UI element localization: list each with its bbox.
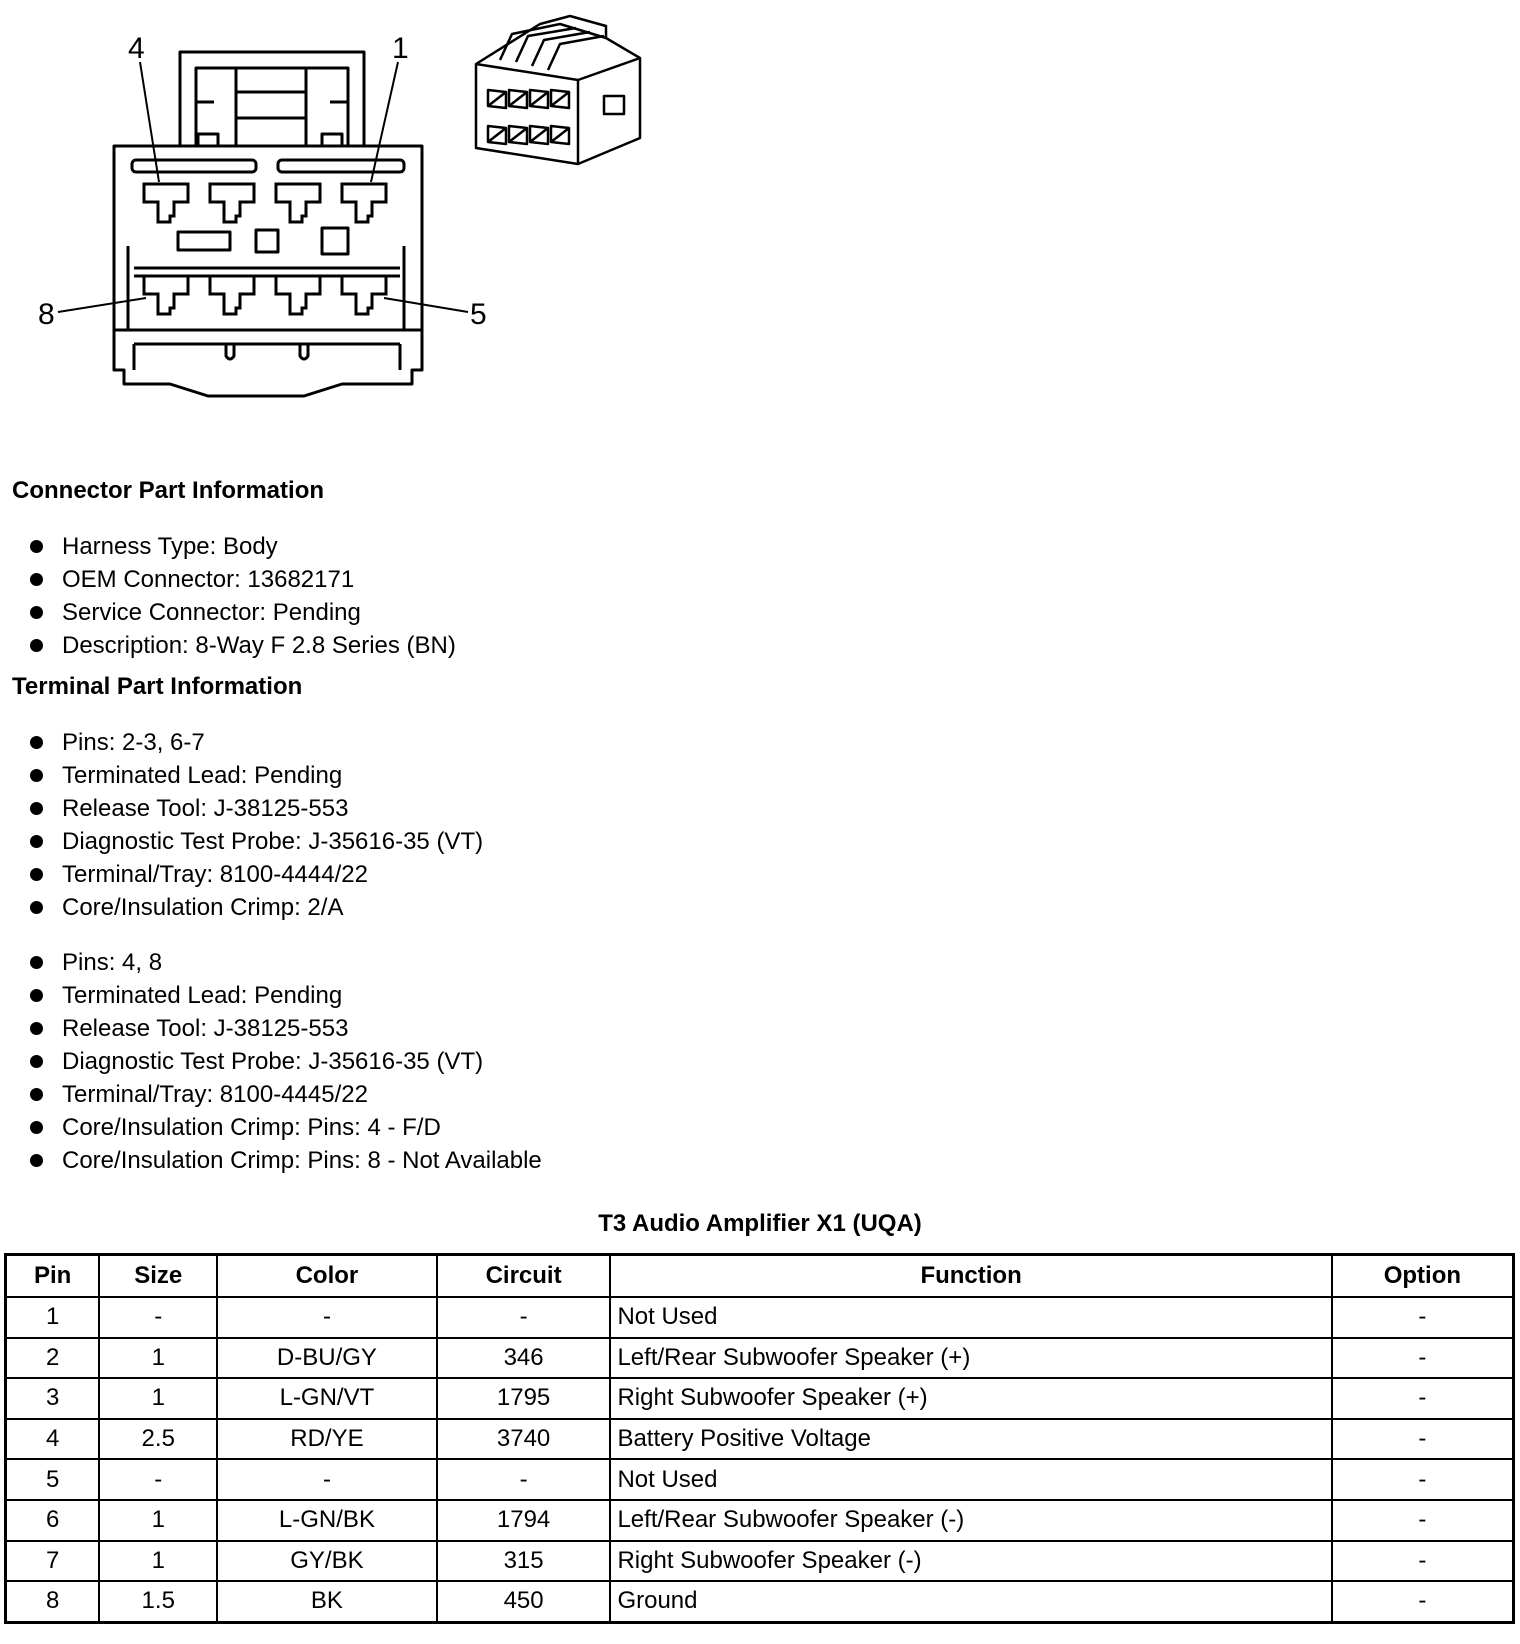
cell-size: - xyxy=(99,1459,217,1500)
list-item: Core/Insulation Crimp: Pins: 4 - F/D xyxy=(30,1111,542,1144)
cell-circuit: - xyxy=(437,1459,611,1500)
terminal-cavity xyxy=(276,276,320,314)
terminal-cell xyxy=(530,126,548,144)
table-header-row xyxy=(6,1255,1514,1298)
cell-function: Battery Positive Voltage xyxy=(610,1419,1331,1460)
cell-pin: 4 xyxy=(6,1419,100,1460)
terminal-cell xyxy=(509,90,527,108)
list-item: Core/Insulation Crimp: 2/A xyxy=(30,891,483,924)
list-item: Diagnostic Test Probe: J-35616-35 (VT) xyxy=(30,825,483,858)
cell-option: - xyxy=(1332,1419,1514,1460)
cell-pin: 3 xyxy=(6,1378,100,1419)
cell-function: Left/Rear Subwoofer Speaker (+) xyxy=(610,1338,1331,1379)
header-color: Color xyxy=(217,1255,437,1298)
pin-label-5: 5 xyxy=(470,298,487,331)
list-item: OEM Connector: 13682171 xyxy=(30,563,456,596)
list-item: Terminated Lead: Pending xyxy=(30,759,483,792)
terminal-cell xyxy=(509,126,527,144)
cell-circuit: 1794 xyxy=(437,1500,611,1541)
cell-circuit: 1795 xyxy=(437,1378,611,1419)
cell-option: - xyxy=(1332,1581,1514,1622)
cell-color: - xyxy=(217,1459,437,1500)
cell-color: L-GN/VT xyxy=(217,1378,437,1419)
table-row xyxy=(6,1419,1514,1460)
cell-function: Left/Rear Subwoofer Speaker (-) xyxy=(610,1500,1331,1541)
list-item: Core/Insulation Crimp: Pins: 8 - Not Available xyxy=(30,1144,542,1177)
list-item: Service Connector: Pending xyxy=(30,596,456,629)
cell-option: - xyxy=(1332,1541,1514,1582)
connector-info-list xyxy=(30,530,456,662)
cell-circuit: - xyxy=(437,1297,611,1338)
table-row xyxy=(6,1541,1514,1582)
cell-option: - xyxy=(1332,1459,1514,1500)
terminal-cavity xyxy=(342,276,386,314)
table-row xyxy=(6,1338,1514,1379)
table-row xyxy=(6,1581,1514,1622)
list-item: Diagnostic Test Probe: J-35616-35 (VT) xyxy=(30,1045,542,1078)
cell-circuit: 3740 xyxy=(437,1419,611,1460)
terminal-cell xyxy=(488,126,506,144)
header-function: Function xyxy=(610,1255,1331,1298)
list-item: Pins: 4, 8 xyxy=(30,946,542,979)
cell-pin: 6 xyxy=(6,1500,100,1541)
list-item: Harness Type: Body xyxy=(30,530,456,563)
pin-label-4: 4 xyxy=(128,32,145,65)
cell-pin: 8 xyxy=(6,1581,100,1622)
table-title: T3 Audio Amplifier X1 (UQA) xyxy=(598,1210,922,1237)
header-circuit: Circuit xyxy=(437,1255,611,1298)
table-row xyxy=(6,1378,1514,1419)
cell-color: GY/BK xyxy=(217,1541,437,1582)
pin-label-1: 1 xyxy=(392,32,409,65)
terminal-cavity xyxy=(144,184,188,222)
terminal-cell xyxy=(551,90,569,108)
cell-pin: 1 xyxy=(6,1297,100,1338)
terminal-cell xyxy=(488,90,506,108)
cell-option: - xyxy=(1332,1378,1514,1419)
cell-size: 1 xyxy=(99,1378,217,1419)
terminal-cavity xyxy=(342,184,386,222)
list-item: Release Tool: J-38125-553 xyxy=(30,1012,542,1045)
cell-pin: 5 xyxy=(6,1459,100,1500)
cell-size: 1 xyxy=(99,1338,217,1379)
cell-color: RD/YE xyxy=(217,1419,437,1460)
list-item: Description: 8-Way F 2.8 Series (BN) xyxy=(30,629,456,662)
cell-function: Right Subwoofer Speaker (-) xyxy=(610,1541,1331,1582)
terminal-cell xyxy=(551,126,569,144)
cell-size: - xyxy=(99,1297,217,1338)
cell-pin: 7 xyxy=(6,1541,100,1582)
cell-color: L-GN/BK xyxy=(217,1500,437,1541)
cell-size: 1 xyxy=(99,1500,217,1541)
header-pin: Pin xyxy=(6,1255,100,1298)
terminal-cavity xyxy=(144,276,188,314)
table-row xyxy=(6,1297,1514,1338)
cell-option: - xyxy=(1332,1500,1514,1541)
terminal-info-title: Terminal Part Information xyxy=(12,673,303,700)
table-row xyxy=(6,1459,1514,1500)
cell-circuit: 315 xyxy=(437,1541,611,1582)
list-item: Terminal/Tray: 8100-4445/22 xyxy=(30,1078,542,1111)
connector-info-title: Connector Part Information xyxy=(12,477,325,504)
header-option: Option xyxy=(1332,1255,1514,1298)
pin-label-8: 8 xyxy=(38,298,55,331)
cell-option: - xyxy=(1332,1297,1514,1338)
cell-size: 1.5 xyxy=(99,1581,217,1622)
terminal-cavity xyxy=(210,184,254,222)
cell-color: D-BU/GY xyxy=(217,1338,437,1379)
cell-function: Right Subwoofer Speaker (+) xyxy=(610,1378,1331,1419)
cell-circuit: 450 xyxy=(437,1581,611,1622)
list-item: Terminal/Tray: 8100-4444/22 xyxy=(30,858,483,891)
table-row xyxy=(6,1500,1514,1541)
connector-3d-icon xyxy=(476,16,640,164)
cell-pin: 2 xyxy=(6,1338,100,1379)
terminal-info-list-1 xyxy=(30,726,483,924)
terminal-info-list-2 xyxy=(30,946,542,1177)
cell-color: BK xyxy=(217,1581,437,1622)
cell-function: Not Used xyxy=(610,1297,1331,1338)
cell-option: - xyxy=(1332,1338,1514,1379)
cell-function: Ground xyxy=(610,1581,1331,1622)
cell-function: Not Used xyxy=(610,1459,1331,1500)
connector-diagram xyxy=(0,0,680,420)
terminal-cavity xyxy=(210,276,254,314)
cell-size: 2.5 xyxy=(99,1419,217,1460)
list-item: Release Tool: J-38125-553 xyxy=(30,792,483,825)
pinout-table xyxy=(4,1253,1515,1624)
terminal-cavity xyxy=(276,184,320,222)
cell-color: - xyxy=(217,1297,437,1338)
cell-size: 1 xyxy=(99,1541,217,1582)
list-item: Terminated Lead: Pending xyxy=(30,979,542,1012)
cell-circuit: 346 xyxy=(437,1338,611,1379)
terminal-cell xyxy=(530,90,548,108)
header-size: Size xyxy=(99,1255,217,1298)
list-item: Pins: 2-3, 6-7 xyxy=(30,726,483,759)
